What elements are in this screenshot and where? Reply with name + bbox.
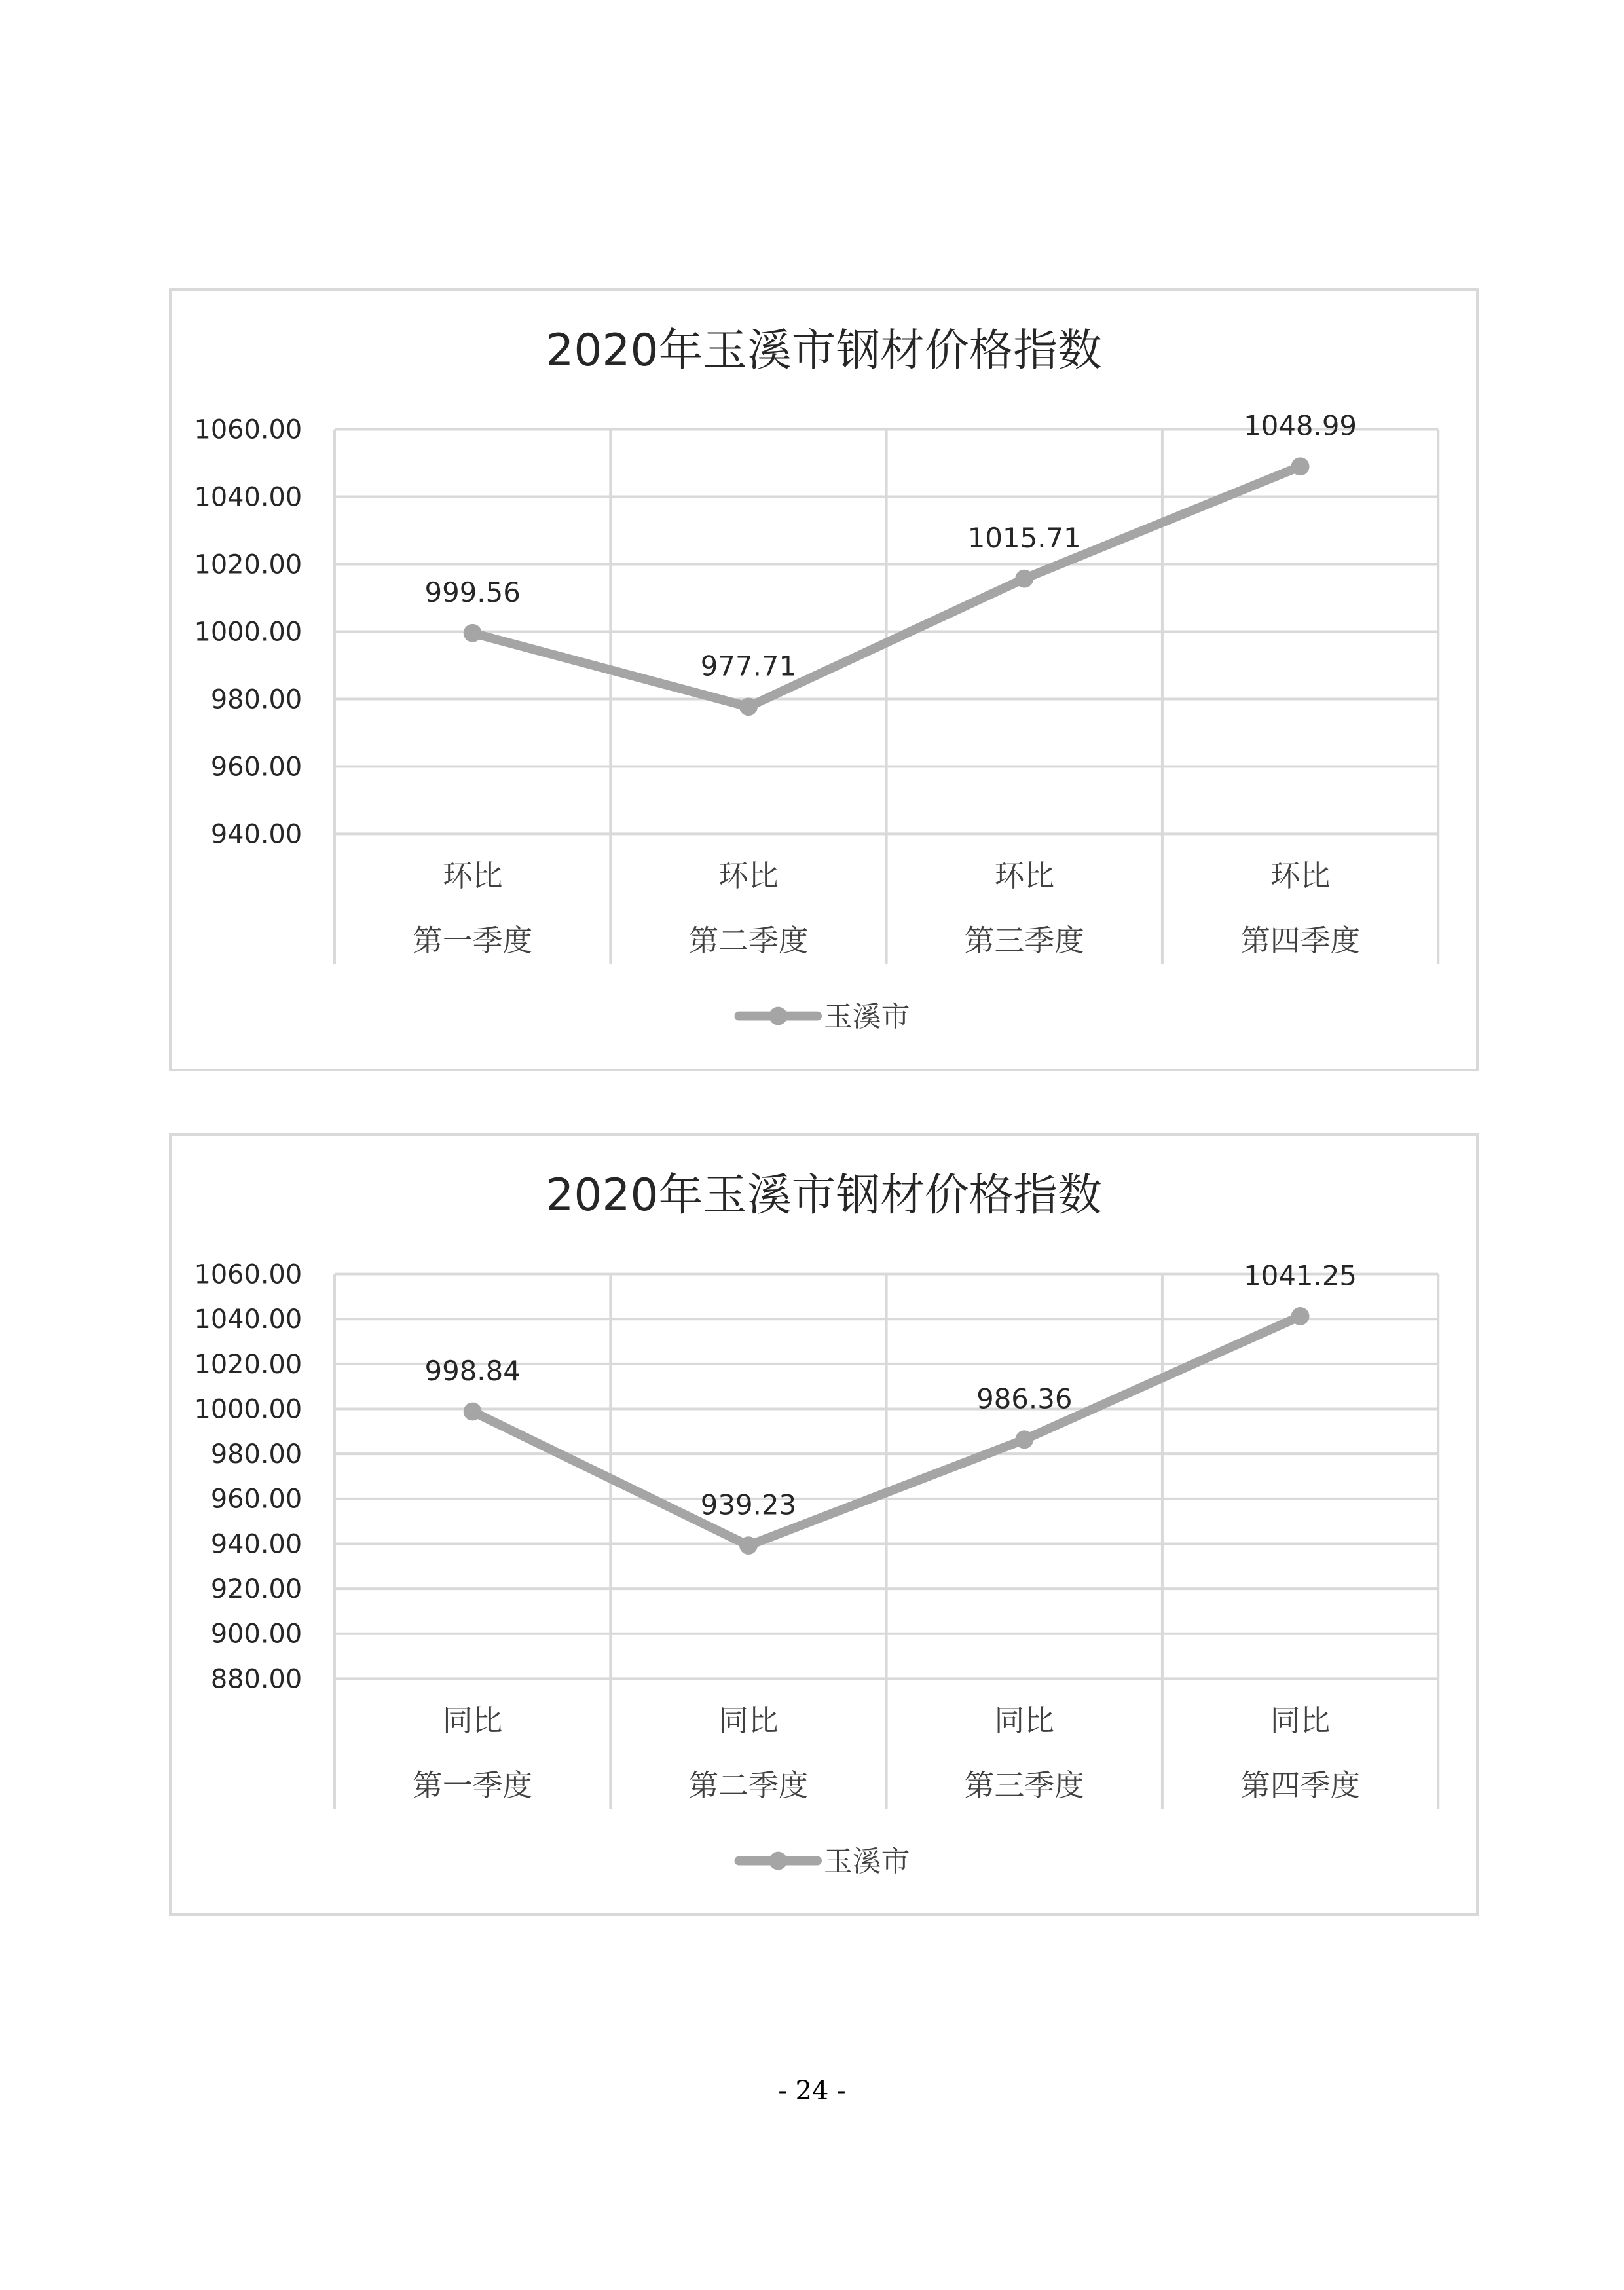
y-tick-label: 1020.00 bbox=[194, 549, 303, 580]
data-label: 1048.99 bbox=[1244, 409, 1357, 442]
legend-marker-icon bbox=[769, 1852, 787, 1870]
chart-svg-yoy bbox=[172, 1136, 1476, 1913]
x-category-label: 同比 bbox=[718, 1703, 779, 1738]
x-category-label: 环比 bbox=[994, 858, 1055, 893]
data-point bbox=[1291, 1307, 1310, 1325]
x-category-label: 环比 bbox=[442, 858, 503, 893]
data-label: 998.84 bbox=[424, 1354, 521, 1387]
x-category-label: 环比 bbox=[718, 858, 779, 893]
x-category-label: 第一季度 bbox=[413, 923, 533, 959]
x-category-label: 第二季度 bbox=[688, 1768, 809, 1803]
y-tick-label: 880.00 bbox=[210, 1664, 303, 1695]
x-category-label: 同比 bbox=[1270, 1703, 1331, 1738]
data-point bbox=[464, 624, 482, 642]
y-tick-label: 1060.00 bbox=[194, 1259, 303, 1290]
y-tick-label: 940.00 bbox=[210, 819, 303, 850]
page-number: - 24 - bbox=[778, 2076, 846, 2106]
y-tick-label: 940.00 bbox=[210, 1529, 303, 1560]
data-point bbox=[1291, 457, 1310, 475]
y-tick-label: 980.00 bbox=[210, 684, 303, 715]
chart-panel-qoq bbox=[169, 288, 1479, 1071]
y-tick-label: 960.00 bbox=[210, 1484, 303, 1515]
y-tick-label: 960.00 bbox=[210, 752, 303, 783]
x-category-label: 第四季度 bbox=[1240, 923, 1361, 959]
chart-panel-yoy bbox=[169, 1133, 1479, 1916]
data-label: 977.71 bbox=[700, 650, 797, 682]
data-point bbox=[464, 1403, 482, 1421]
y-tick-label: 980.00 bbox=[210, 1439, 303, 1470]
x-category-label: 第四季度 bbox=[1240, 1768, 1361, 1803]
data-point bbox=[1015, 570, 1033, 588]
data-point bbox=[1015, 1430, 1033, 1449]
data-label: 999.56 bbox=[424, 576, 521, 609]
x-category-label: 第一季度 bbox=[413, 1768, 533, 1803]
y-tick-label: 900.00 bbox=[210, 1619, 303, 1650]
data-label: 1015.71 bbox=[967, 521, 1081, 554]
legend-marker-icon bbox=[769, 1007, 787, 1025]
y-tick-label: 1020.00 bbox=[194, 1349, 303, 1380]
x-category-label: 环比 bbox=[1270, 858, 1331, 893]
data-point bbox=[739, 697, 758, 716]
y-tick-label: 1040.00 bbox=[194, 482, 303, 513]
x-category-label: 同比 bbox=[442, 1703, 503, 1738]
x-category-label: 第三季度 bbox=[964, 923, 1084, 959]
data-label: 986.36 bbox=[976, 1382, 1073, 1415]
x-category-label: 第二季度 bbox=[688, 923, 809, 959]
y-tick-label: 1000.00 bbox=[194, 617, 303, 648]
legend-label: 玉溪市 bbox=[824, 1000, 910, 1034]
x-category-label: 第三季度 bbox=[964, 1768, 1084, 1803]
data-label: 1041.25 bbox=[1244, 1259, 1357, 1292]
y-tick-label: 1040.00 bbox=[194, 1304, 303, 1335]
y-tick-label: 920.00 bbox=[210, 1574, 303, 1605]
data-point bbox=[739, 1536, 758, 1555]
chart-svg-qoq bbox=[172, 291, 1476, 1069]
data-label: 939.23 bbox=[700, 1488, 797, 1521]
chart-title: 2020年玉溪市钢材价格指数 bbox=[545, 324, 1102, 377]
chart-title: 2020年玉溪市钢材价格指数 bbox=[545, 1169, 1102, 1221]
x-category-label: 同比 bbox=[994, 1703, 1055, 1738]
y-tick-label: 1000.00 bbox=[194, 1394, 303, 1425]
y-tick-label: 1060.00 bbox=[194, 415, 303, 445]
legend-label: 玉溪市 bbox=[824, 1845, 910, 1879]
